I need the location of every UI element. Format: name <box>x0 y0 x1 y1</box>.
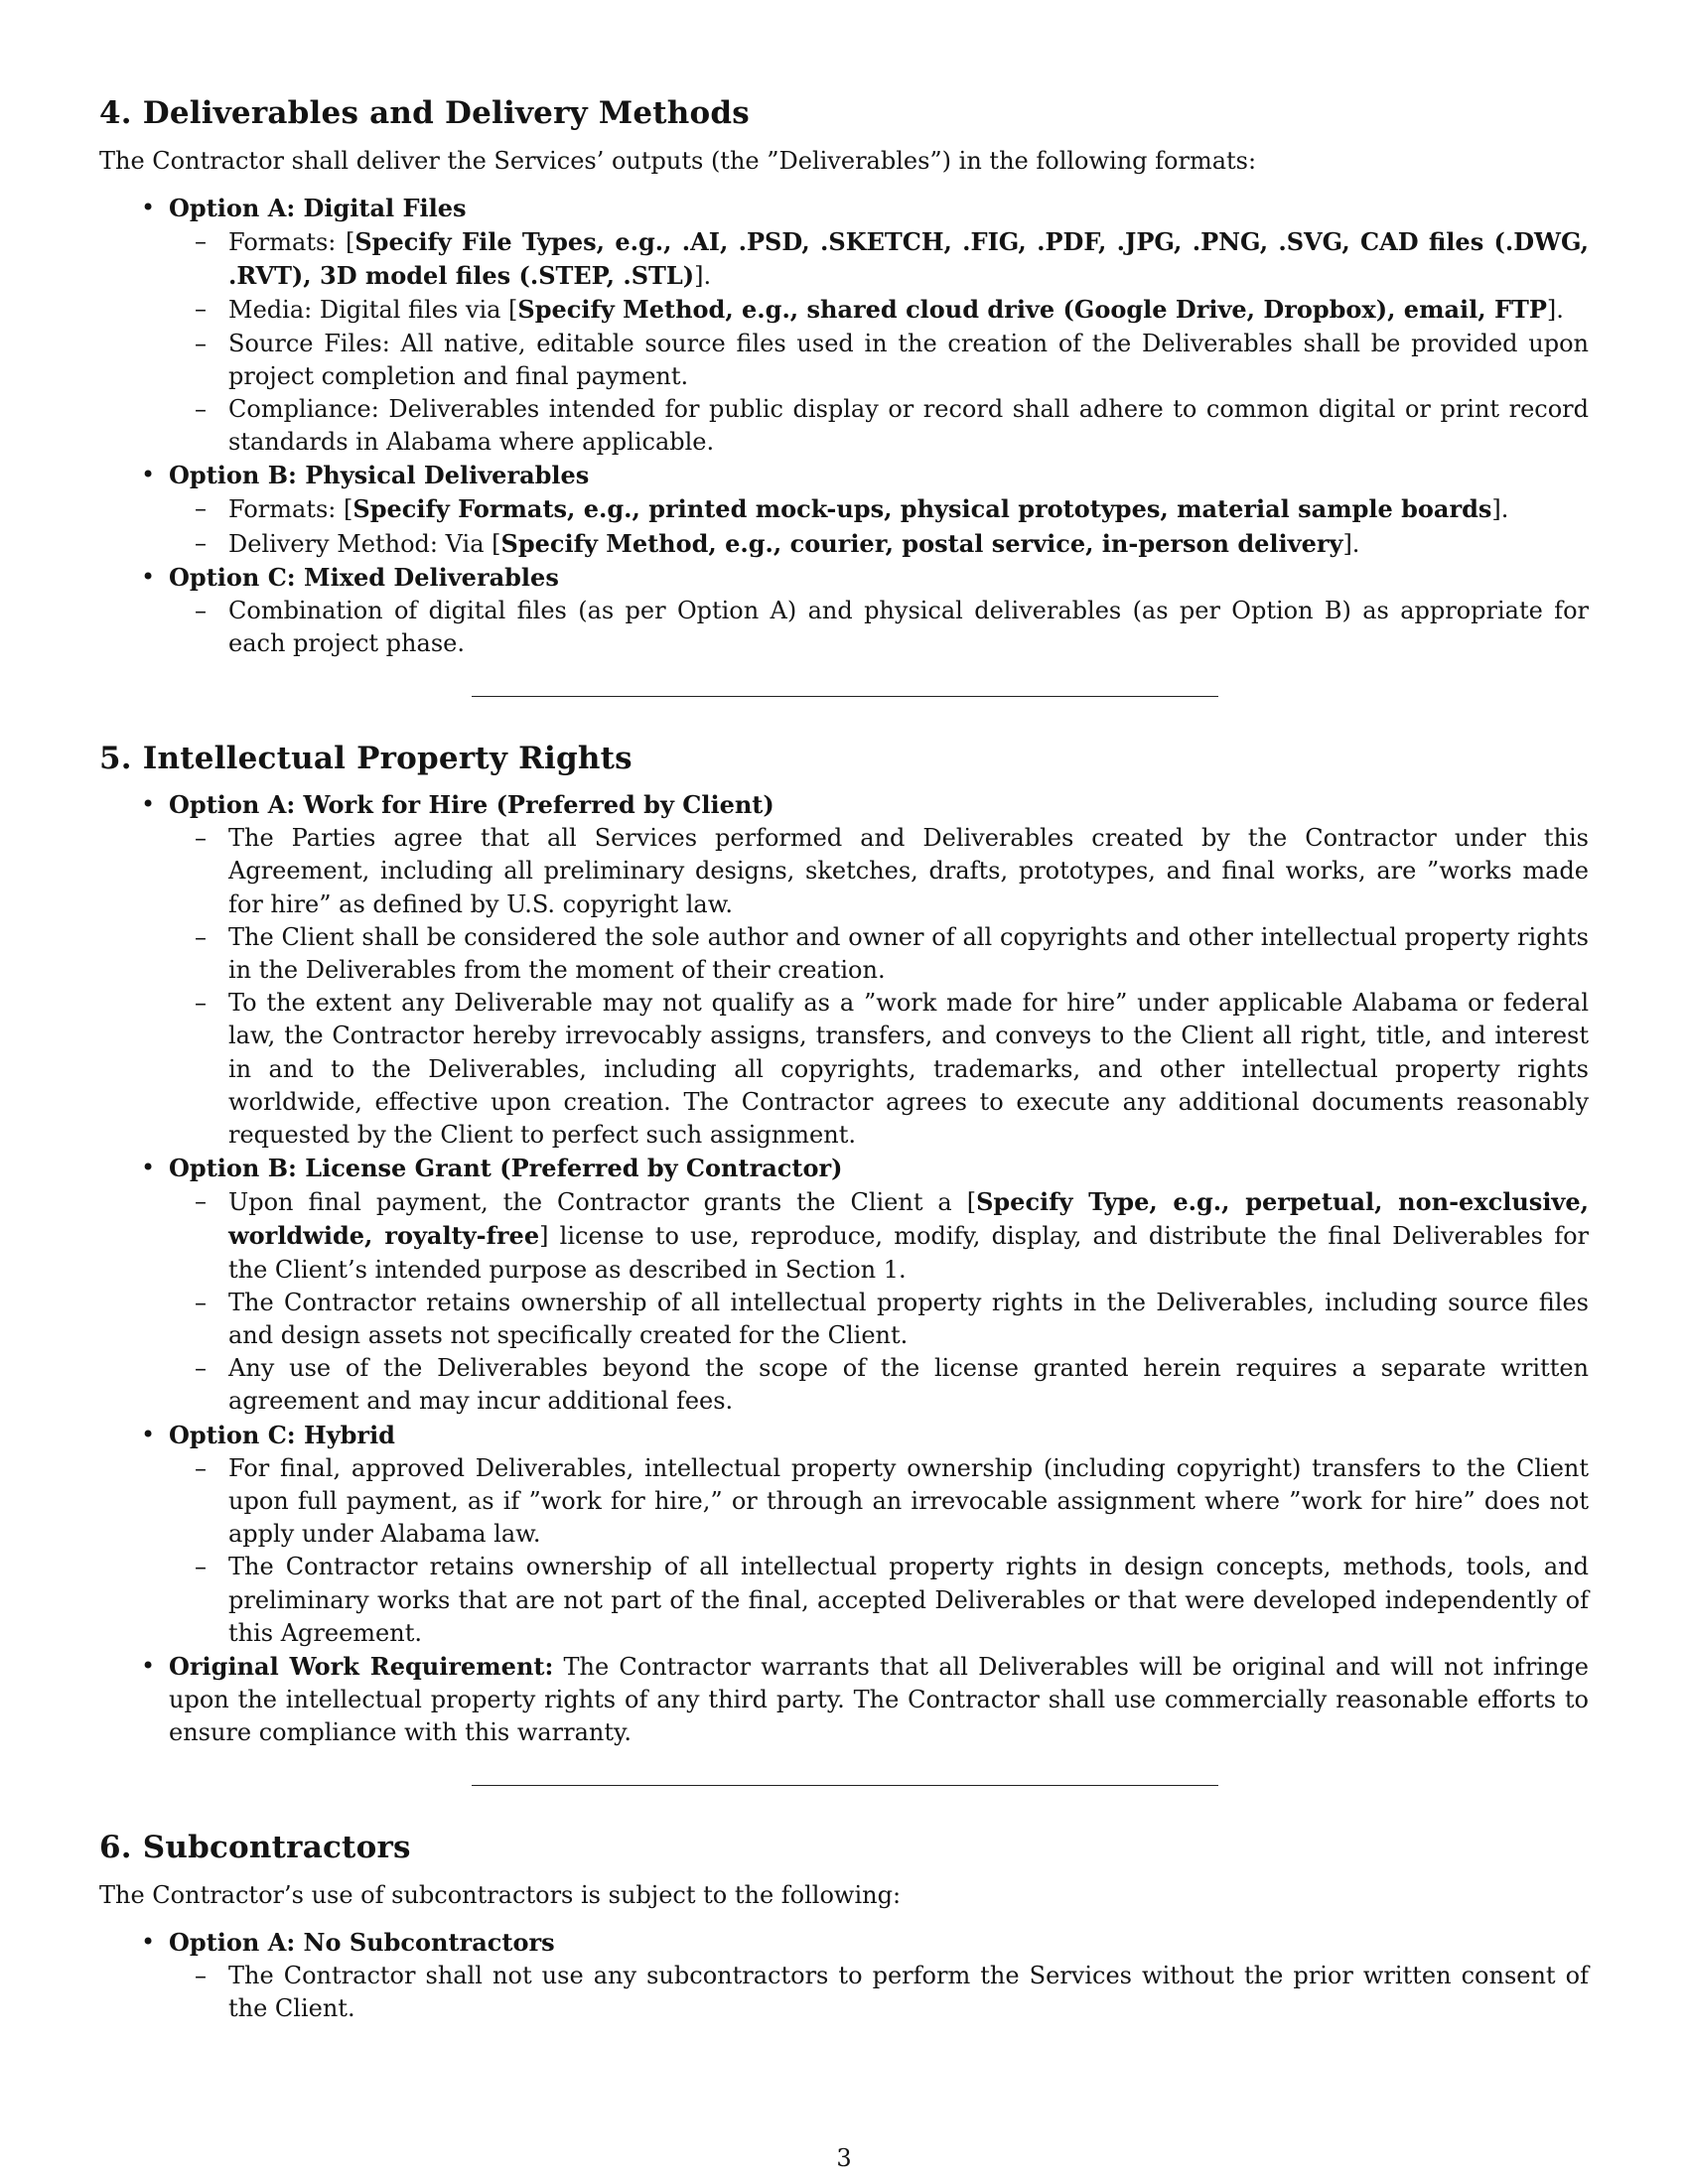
sub-item: – The Client shall be considered the sole author and owner of all copyrights and other intellectual property rights in the Deliverables from the moment of their creation. <box>195 922 1589 985</box>
option-item <box>99 788 1589 1152</box>
sub-list <box>169 822 1589 1152</box>
section-title: 4. Deliverables and Delivery Methods <box>99 95 750 131</box>
sub-list <box>169 492 1589 560</box>
option-item <box>99 1650 1589 1749</box>
option-title: Original Work Requirement: <box>169 1651 554 1681</box>
horizontal-divider <box>472 1785 1218 1786</box>
sub-item: – Formats: [Specify File Types, e.g., .AI, .PSD, .SKETCH, .FIG, .PDF, .JPG, .PNG, .SVG, CAD files (.DWG, .RVT), 3D model files (.STEP, .STL)]. <box>195 227 1589 291</box>
sub-item: – Compliance: Deliverables intended for public display or record shall adhere to common digital or print record standards in Alabama where applicable. <box>195 395 1589 457</box>
option-title: Option B: License Grant (Preferred by Contractor) <box>169 1154 843 1183</box>
bullet-icon: • <box>141 1154 156 1182</box>
bullet-icon: • <box>141 1651 156 1680</box>
option-item <box>99 561 1589 660</box>
placeholder-text: Specify Method, e.g., courier, postal service, in-person delivery <box>500 528 1343 558</box>
option-title: Option A: Work for Hire (Preferred by Client) <box>169 790 774 820</box>
placeholder-text: Specify Type, e.g., perpetual, non-exclusive, worldwide, royalty-free <box>228 1187 1590 1251</box>
section-title: 6. Subcontractors <box>99 1829 411 1865</box>
option-title: Option A: No Subcontractors <box>169 1927 555 1957</box>
sub-item: – For final, approved Deliverables, intellectual property ownership (including copyright) transfers to the Client upon full payment, as if ”work for hire,” or through an irrevocable assignment where ”work for hire” does not apply under Alabama law. <box>195 1453 1589 1549</box>
section-intro: The Contractor shall deliver the Services’ outputs (the ”Deliverables”) in the following formats: <box>99 147 1257 175</box>
bullet-icon: • <box>141 1927 156 1956</box>
sub-list <box>169 1185 1589 1418</box>
section-subcontractors <box>99 1826 1589 2025</box>
page-number: 3 <box>836 2144 852 2172</box>
sub-item: – To the extent any Deliverable may not qualify as a ”work made for hire” under applicable Alabama or federal law, the Contractor hereby irrevocably assigns, transfers, and conveys to the Client all right, title, and interest in and to the Deliverables, including all copyrights, trademarks, and other intellectual property rights worldwide, effective upon creation. The Contractor agrees to execute any additional documents reasonably requested by the Client to perfect such assignment. <box>195 989 1589 1150</box>
section-deliverables <box>99 91 1589 660</box>
options-list <box>99 192 1589 660</box>
options-list <box>99 1926 1589 2025</box>
options-list <box>99 788 1589 1749</box>
sub-item: – Combination of digital files (as per Option A) and physical deliverables (as per Option B) as appropriate for each project phase. <box>195 596 1589 658</box>
option-title: Option A: Digital Files <box>169 194 467 222</box>
sub-item: – Upon final payment, the Contractor grants the Client a [Specify Type, e.g., perpetual, non-exclusive, worldwide, royalty-free] license to use, reproduce, modify, display, and distribute the final Deliverables for the Client’s intended purpose as described in Section 1. <box>195 1187 1590 1284</box>
sub-item: – Any use of the Deliverables beyond the scope of the license granted herein requires a separate written agreement and may incur additional fees. <box>195 1354 1589 1416</box>
document-page <box>99 91 1589 2025</box>
option-item <box>99 1926 1589 2025</box>
sub-list <box>169 1452 1589 1650</box>
placeholder-text: Specify Method, e.g., shared cloud drive (Google Drive, Dropbox), email, FTP <box>517 295 1547 325</box>
bullet-icon: • <box>141 562 156 591</box>
option-title: Option C: Hybrid <box>169 1420 395 1449</box>
placeholder-text: Specify File Types, e.g., .AI, .PSD, .SKETCH, .FIG, .PDF, .JPG, .PNG, .SVG, CAD files (.DWG, .RVT), 3D model files (.STEP, .STL) <box>228 227 1589 291</box>
option-item <box>99 1152 1589 1418</box>
sub-list <box>169 595 1589 660</box>
bullet-icon: • <box>141 1420 156 1448</box>
option-text: The Contractor warrants that all Deliverables will be original and will not infringe upon the intellectual property rights of any third party. The Contractor shall use commercially reasonable efforts to ensure compliance with this warranty. <box>169 1652 1589 1746</box>
sub-list <box>169 225 1589 459</box>
option-item <box>99 1419 1589 1650</box>
section-title: 5. Intellectual Property Rights <box>99 741 633 777</box>
section-ip-rights <box>99 737 1589 1749</box>
option-item <box>99 192 1589 459</box>
option-title: Option B: Physical Deliverables <box>169 461 590 490</box>
horizontal-divider <box>472 696 1218 697</box>
option-title: Option C: Mixed Deliverables <box>169 562 559 592</box>
bullet-icon: • <box>141 194 156 221</box>
sub-item: – Formats: [Specify Formats, e.g., printed mock-ups, physical prototypes, material sample boards]. <box>195 494 1509 524</box>
sub-item: – The Parties agree that all Services performed and Deliverables created by the Contractor under this Agreement, including all preliminary designs, sketches, drafts, prototypes, and final works, are ”works made for hire” as defined by U.S. copyright law. <box>195 824 1589 918</box>
bullet-icon: • <box>141 790 156 819</box>
sub-item: – The Contractor shall not use any subcontractors to perform the Services without the prior written consent of the Client. <box>195 1961 1589 2023</box>
sub-list <box>169 1960 1589 2025</box>
sub-item: – The Contractor retains ownership of all intellectual property rights in design concepts, methods, tools, and preliminary works that are not part of the final, accepted Deliverables or that were developed independently of this Agreement. <box>195 1553 1589 1647</box>
sub-item: – Source Files: All native, editable source files used in the creation of the Deliverables shall be provided upon project completion and final payment. <box>195 329 1589 390</box>
sub-item: – Media: Digital files via [Specify Method, e.g., shared cloud drive (Google Drive, Dropbox), email, FTP]. <box>195 295 1564 325</box>
bullet-icon: • <box>141 461 156 489</box>
section-intro: The Contractor’s use of subcontractors is subject to the following: <box>99 1880 902 1909</box>
sub-item: – The Contractor retains ownership of all intellectual property rights in the Deliverables, including source files and design assets not specifically created for the Client. <box>195 1288 1589 1350</box>
placeholder-text: Specify Formats, e.g., printed mock-ups, physical prototypes, material sample boards <box>352 494 1492 524</box>
sub-item: – Delivery Method: Via [Specify Method, e.g., courier, postal service, in-person delivery]. <box>195 528 1360 558</box>
option-item <box>99 459 1589 560</box>
